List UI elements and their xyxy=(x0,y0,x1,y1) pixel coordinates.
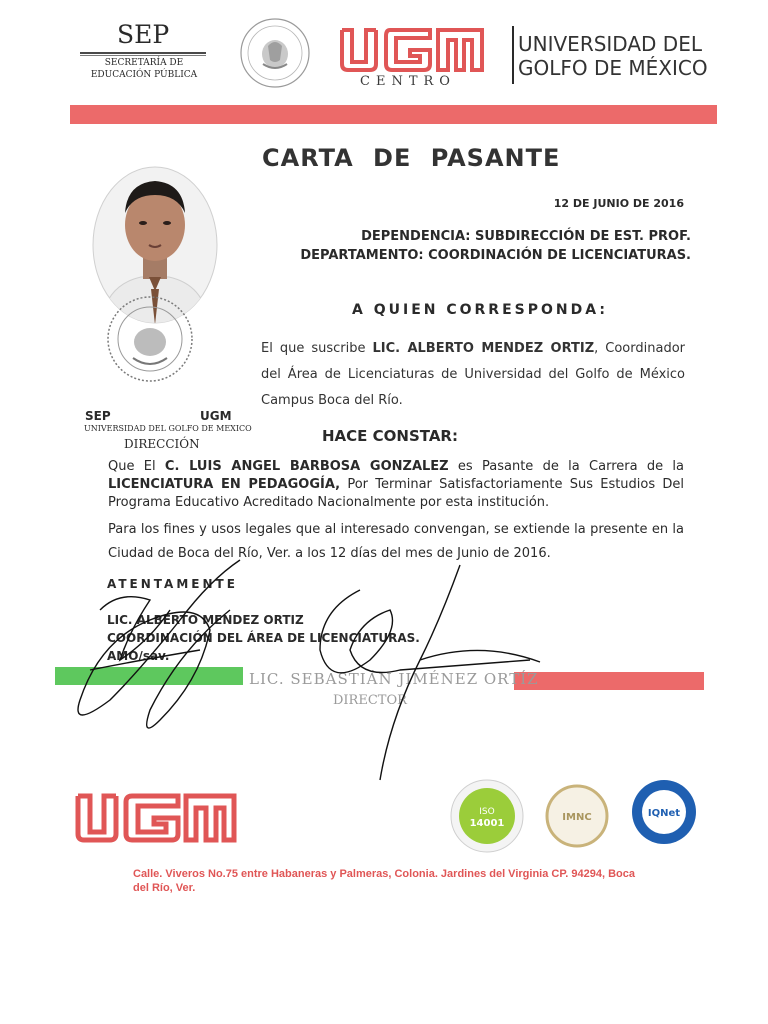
footer-address: Calle. Viveros No.75 entre Habaneras y Palmeras, Colonia. Jardines del Virginia CP. 94294, Boca del Río, Ver. xyxy=(133,868,635,894)
svg-text:IQNet: IQNet xyxy=(647,808,681,819)
photo-caption-sep: SEP xyxy=(85,409,111,423)
director-title: DIRECTOR xyxy=(333,693,407,708)
sep-subtitle-2: EDUCACIÓN PÚBLICA xyxy=(90,70,198,80)
paragraph-constancia: Que El C. LUIS ANGEL BARBOSA GONZALEZ es Pasante de la Carrera de la LICENCIATURA EN PEDAGOGÍA, Por Terminar Satisfactoriamente Sus Estudios Del Programa Educativo Acreditado Nacionalmente por esta institución. xyxy=(108,459,685,510)
university-divider xyxy=(512,26,514,84)
national-seal-icon xyxy=(238,16,312,90)
dependencia-line: DEPENDENCIA: SUBDIRECCIÓN DE EST. PROF. xyxy=(361,229,691,244)
svg-text:ISO: ISO xyxy=(479,807,495,817)
director-name: LIC. SEBASTIÁN JIMÉNEZ ORTÍZ xyxy=(249,670,539,688)
ugm-logo-bottom xyxy=(72,790,238,846)
sep-subtitle-1: SECRETARÍA DE xyxy=(104,58,184,68)
signer-initials: AMO/sav. xyxy=(107,649,170,663)
svg-text:14001: 14001 xyxy=(469,818,505,829)
university-name-line2: GOLFO DE MÉXICO xyxy=(518,56,708,80)
university-name-line1: UNIVERSIDAD DEL xyxy=(518,32,702,56)
handwritten-signatures xyxy=(60,550,580,790)
iqnet-badge-icon xyxy=(632,780,696,844)
paragraph-suscribe: El que suscribe LIC. ALBERTO MENDEZ ORTIZ, Coordinador del Área de Licenciaturas de Universidad del Golfo de México Campus Boca del Río. xyxy=(261,341,685,408)
salutation: A QUIEN CORRESPONDA: xyxy=(352,302,608,318)
hace-constar-heading: HACE CONSTAR: xyxy=(322,427,458,445)
sep-logo-text: SEP xyxy=(117,20,170,49)
ugm-centro-label: CENTRO xyxy=(360,74,456,89)
photo-seal-stamp xyxy=(95,292,205,386)
departamento-line: DEPARTAMENTO: COORDINACIÓN DE LICENCIATURAS. xyxy=(300,248,691,263)
iso-14001-badge-icon xyxy=(451,780,523,852)
photo-caption-university: UNIVERSIDAD DEL GOLFO DE MEXICO xyxy=(84,424,252,433)
sep-divider xyxy=(80,52,206,54)
signer-role: COORDINACIÓN DEL ÁREA DE LICENCIATURAS. xyxy=(107,631,420,645)
certification-badges xyxy=(440,770,710,870)
paragraph-fines: Para los fines y usos legales que al interesado convengan, se extiende la presente en la Ciudad de Boca del Río, Ver. a los 12 días del mes de Junio de 2016. xyxy=(108,522,684,561)
photo-caption-ugm: UGM xyxy=(200,409,232,423)
imnc-badge-icon xyxy=(547,786,607,846)
ugm-logo-top xyxy=(336,24,486,74)
svg-text:IMNC: IMNC xyxy=(562,812,592,823)
sep-divider-thin xyxy=(80,55,206,56)
document-title: CARTA DE PASANTE xyxy=(262,144,561,172)
signer-name: LIC. ALBERTO MENDEZ ORTIZ xyxy=(107,613,304,627)
header-red-band xyxy=(70,105,717,124)
document-date: 12 DE JUNIO DE 2016 xyxy=(553,197,684,210)
photo-caption-direccion: DIRECCIÓN xyxy=(124,437,200,451)
atentamente-label: ATENTAMENTE xyxy=(107,577,238,591)
